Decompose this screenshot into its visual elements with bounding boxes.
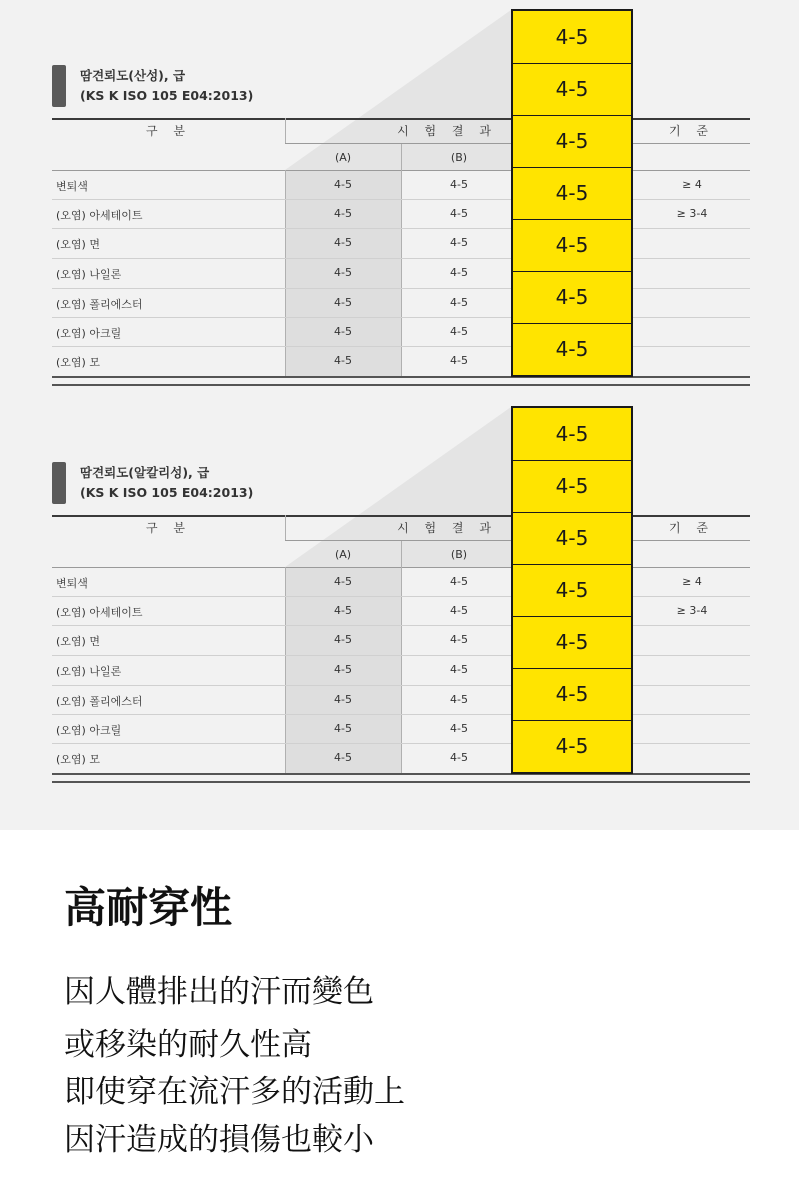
highlighted-results-column	[511, 9, 633, 377]
row-label: (오염) 아세테이트	[56, 606, 143, 619]
highlight-value: 4-5	[513, 63, 631, 116]
highlight-value: 4-5	[513, 460, 631, 513]
value-b: 4-5	[450, 722, 468, 735]
row-label: (오염) 아크릴	[56, 327, 122, 340]
value-a: 4-5	[334, 325, 352, 338]
table-heading: 땀견뢰도(산성), 급	[80, 68, 186, 83]
table-standard: (KS K ISO 105 E04:2013)	[80, 485, 254, 500]
value-a: 4-5	[334, 236, 352, 249]
value-a: 4-5	[334, 207, 352, 220]
value-a: 4-5	[334, 633, 352, 646]
highlighted-results-column	[511, 406, 633, 774]
row-label: (오염) 나일론	[56, 665, 122, 678]
highlight-value: 4-5	[555, 337, 589, 361]
heading-marker	[52, 462, 66, 504]
subheader-a: (A)	[334, 548, 352, 561]
value-b: 4-5	[450, 354, 468, 367]
subheader-b: (B)	[450, 548, 468, 561]
header-criteria: 기 준	[669, 521, 714, 535]
subheader-a: (A)	[334, 151, 352, 164]
feature-line: 或移染的耐久性高	[64, 1027, 312, 1063]
row-label: (오염) 면	[56, 635, 100, 648]
value-a: 4-5	[334, 354, 352, 367]
row-label: (오염) 면	[56, 238, 100, 251]
feature-line: 即使穿在流汗多的活動上	[64, 1074, 405, 1110]
value-b: 4-5	[450, 236, 468, 249]
value-a: 4-5	[334, 296, 352, 309]
highlight-value: 4-5	[555, 734, 589, 758]
highlight-value: 4-5	[513, 564, 631, 617]
criteria-value: ≥ 3-4	[676, 207, 708, 220]
value-b: 4-5	[450, 575, 468, 588]
subheader-b: (B)	[450, 151, 468, 164]
highlight-value: 4-5	[513, 616, 631, 669]
row-label: 변퇴색	[56, 180, 88, 193]
value-b: 4-5	[450, 325, 468, 338]
highlight-value: 4-5	[513, 11, 631, 64]
highlight-value: 4-5	[513, 167, 631, 220]
acid-perspiration-panel	[0, 0, 799, 390]
highlight-value: 4-5	[513, 115, 631, 168]
heading-marker	[52, 65, 66, 107]
header-criteria: 기 준	[669, 124, 714, 138]
row-label: (오염) 모	[56, 356, 100, 369]
feature-title: 高耐穿性	[64, 883, 233, 932]
value-b: 4-5	[450, 633, 468, 646]
header-results: 시 험 결 과	[397, 124, 497, 138]
value-a: 4-5	[334, 663, 352, 676]
highlight-value: 4-5	[513, 408, 631, 461]
highlight-value: 4-5	[513, 668, 631, 721]
header-category: 구 분	[146, 521, 191, 535]
criteria-value: ≥ 4	[682, 575, 702, 588]
highlight-value: 4-5	[513, 512, 631, 565]
row-label: (오염) 모	[56, 753, 100, 766]
value-a: 4-5	[334, 604, 352, 617]
row-label: (오염) 아세테이트	[56, 209, 143, 222]
value-a: 4-5	[334, 178, 352, 191]
value-b: 4-5	[450, 604, 468, 617]
value-b: 4-5	[450, 207, 468, 220]
table-heading: 땀견뢰도(알칼리성), 급	[80, 465, 210, 480]
row-label: (오염) 폴리에스터	[56, 695, 143, 708]
header-results: 시 험 결 과	[397, 521, 497, 535]
value-a: 4-5	[334, 751, 352, 764]
value-b: 4-5	[450, 266, 468, 279]
value-a: 4-5	[334, 722, 352, 735]
criteria-value: ≥ 3-4	[676, 604, 708, 617]
value-b: 4-5	[450, 693, 468, 706]
alkaline-perspiration-panel	[0, 397, 799, 787]
value-b: 4-5	[450, 178, 468, 191]
table-standard: (KS K ISO 105 E04:2013)	[80, 88, 254, 103]
feature-line: 因汗造成的損傷也較小	[64, 1122, 374, 1158]
header-category: 구 분	[146, 124, 191, 138]
value-b: 4-5	[450, 751, 468, 764]
highlight-value: 4-5	[513, 271, 631, 324]
value-a: 4-5	[334, 693, 352, 706]
highlight-value: 4-5	[513, 219, 631, 272]
row-label: (오염) 나일론	[56, 268, 122, 281]
criteria-value: ≥ 4	[682, 178, 702, 191]
row-label: (오염) 폴리에스터	[56, 298, 143, 311]
feature-line: 因人體排出的汗而變色	[64, 974, 374, 1010]
value-b: 4-5	[450, 663, 468, 676]
value-b: 4-5	[450, 296, 468, 309]
row-label: 변퇴색	[56, 577, 88, 590]
value-a: 4-5	[334, 266, 352, 279]
row-label: (오염) 아크릴	[56, 724, 122, 737]
value-a: 4-5	[334, 575, 352, 588]
